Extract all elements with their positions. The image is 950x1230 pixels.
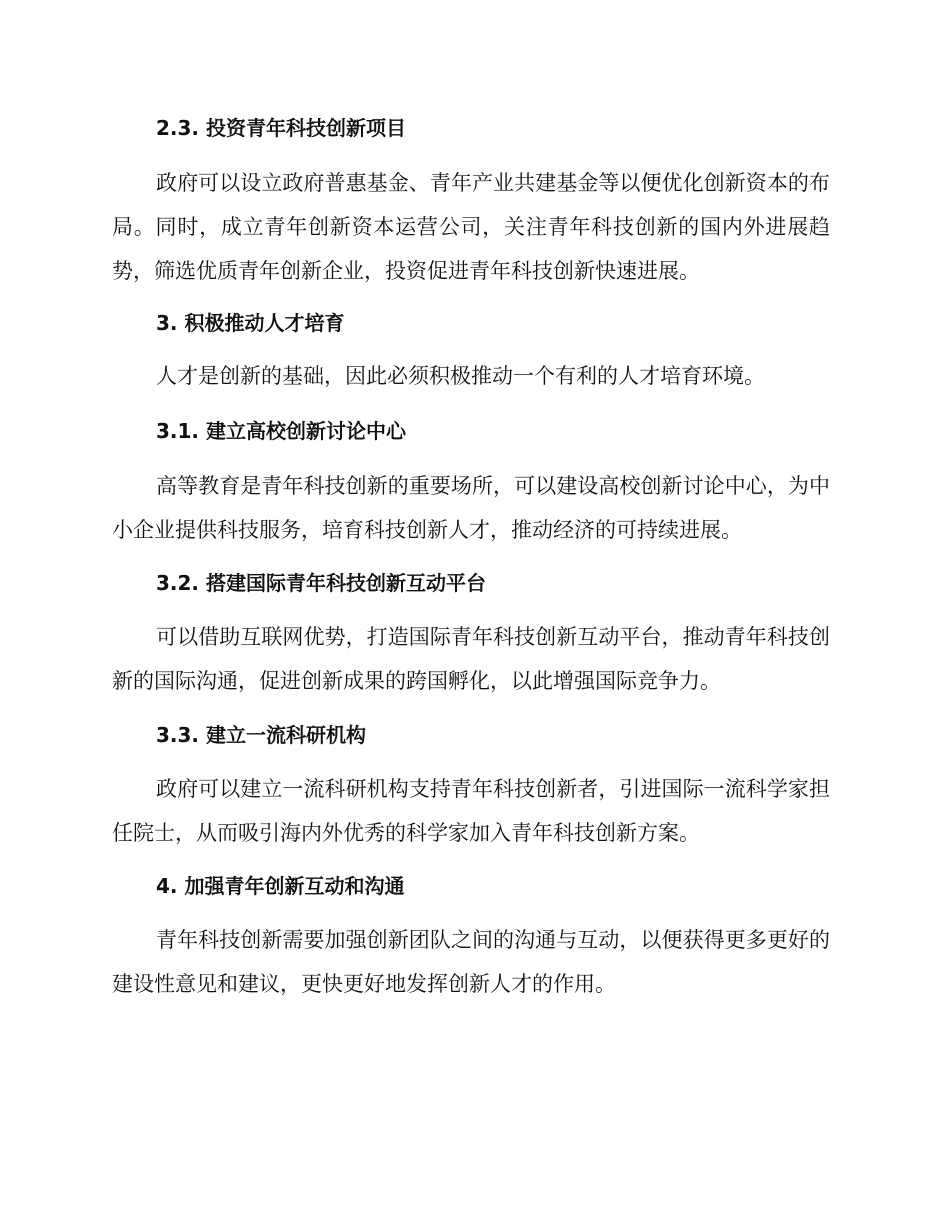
section-heading-3-1: 3.1. 建立高校创新讨论中心 <box>156 419 406 443</box>
section-paragraph-4: 青年科技创新需要加强创新团队之间的沟通与互动，以便获得更多更好的建设性意见和建议，更快更好地发挥创新人才的作用。 <box>112 928 830 996</box>
section-heading-3: 3. 积极推动人才培育 <box>156 311 345 335</box>
section-paragraph-2-3: 政府可以设立政府普惠基金、青年产业共建基金等以便优化创新资本的布局。同时，成立青年创新资本运营公司，关注青年科技创新的国内外进展趋势，筛选优质青年创新企业，投资促进青年科技创新快速进展。 <box>112 171 830 283</box>
section-heading-2-3: 2.3. 投资青年科技创新项目 <box>156 116 406 140</box>
section-paragraph-3-1: 高等教育是青年科技创新的重要场所，可以建设高校创新讨论中心，为中小企业提供科技服务，培育科技创新人才，推动经济的可持续进展。 <box>112 474 830 542</box>
section-heading-3-2: 3.2. 搭建国际青年科技创新互动平台 <box>156 571 486 595</box>
section-heading-4: 4. 加强青年创新互动和沟通 <box>156 874 405 898</box>
section-paragraph-3: 人才是创新的基础，因此必须积极推动一个有利的人才培育环境。 <box>156 364 765 388</box>
section-paragraph-3-3: 政府可以建立一流科研机构支持青年科技创新者，引进国际一流科学家担任院士，从而吸引海内外优秀的科学家加入青年科技创新方案。 <box>112 777 830 845</box>
section-paragraph-3-2: 可以借助互联网优势，打造国际青年科技创新互动平台，推动青年科技创新的国际沟通，促进创新成果的跨国孵化，以此增强国际竞争力。 <box>112 625 830 693</box>
section-heading-3-3: 3.3. 建立一流科研机构 <box>156 723 366 747</box>
